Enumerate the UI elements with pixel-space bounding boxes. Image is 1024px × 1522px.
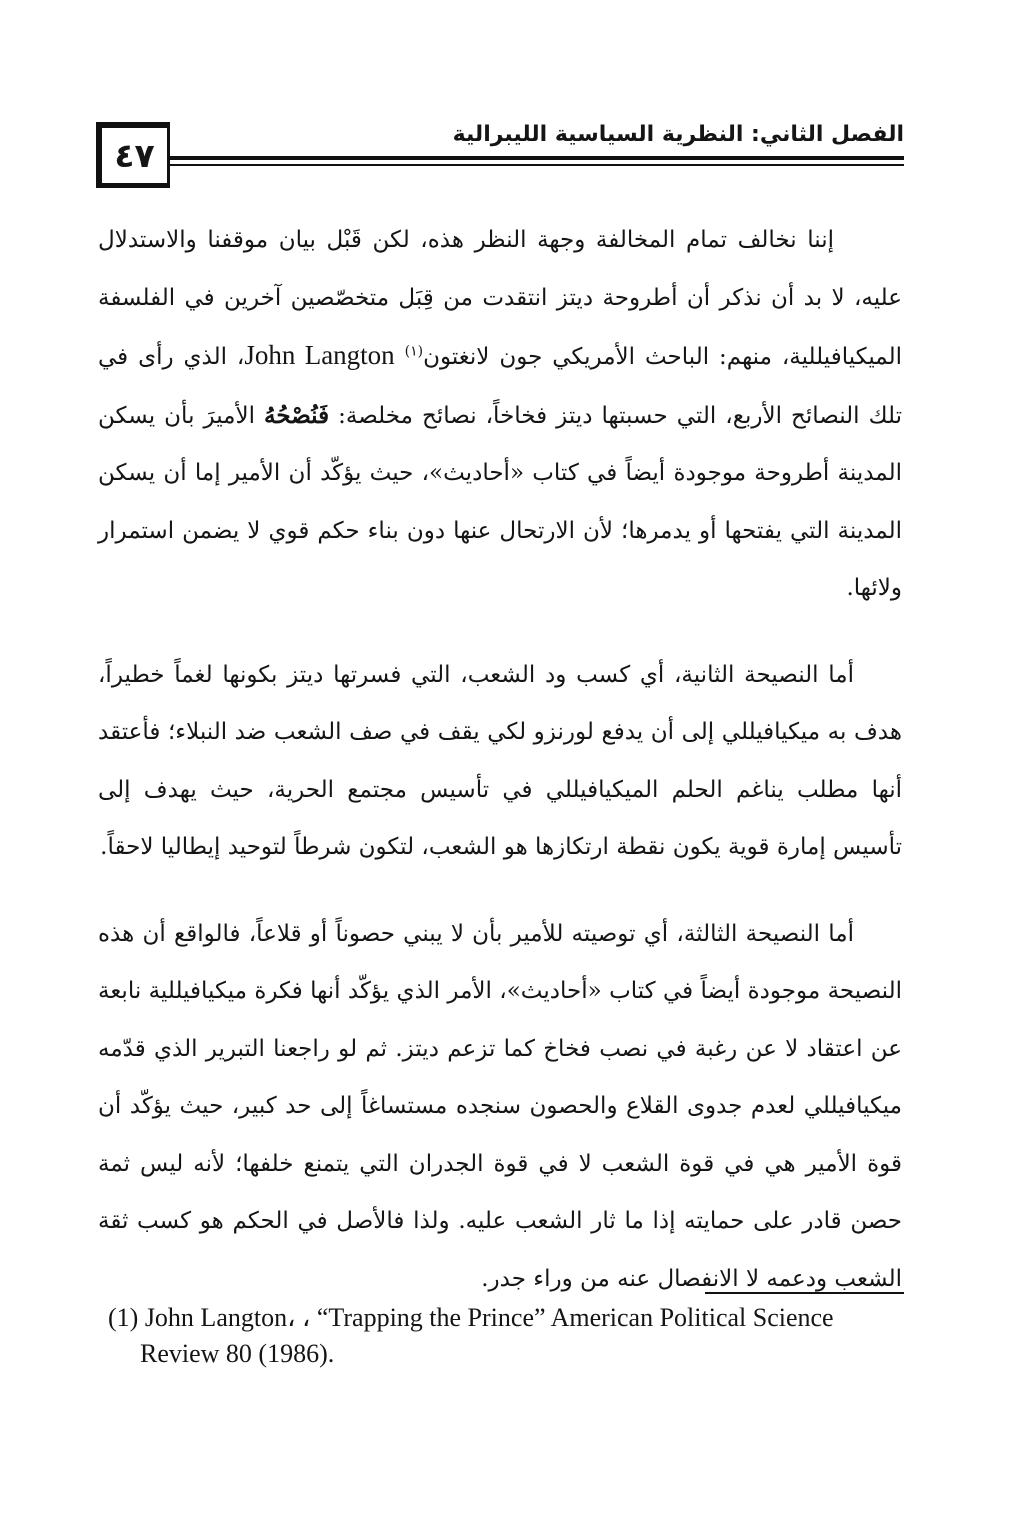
chapter-header-title: الفصل الثاني: النظرية السياسية الليبرالية	[452, 122, 904, 147]
body-text	[98, 212, 902, 1308]
footnote-reference: (١)	[404, 343, 424, 360]
page-number: ٤٧	[96, 122, 170, 188]
vocalized-word: فَنُصْحُهُ	[264, 401, 330, 429]
latin-name: John Langton	[244, 340, 395, 370]
header-rule	[168, 156, 904, 160]
paragraph-2: أما النصيحة الثانية، أي كسب ود الشعب، التي فسرتها ديتز بكونها لغماً خطيراً، هدف به ميكيافيللي إلى أن يدفع لورنزو لكي يقف في صف الشعب ضد النبلاء؛ فأعتقد أنها مطلب يناغم الحلم الميكيافيللي في تأسيس مجتمع الحرية، حيث يهدف إلى تأسيس إمارة قوية يكون نقطة ارتكازها هو الشعب، لتكون شرطاً لتوحيد إيطاليا لاحقاً.	[98, 661, 902, 860]
footnote	[108, 1300, 904, 1372]
paragraph-1	[98, 212, 902, 618]
paragraph-1-text-a: إننا نخالف تمام المخالفة وجهة النظر هذه، لكن قَبْل بيان موقفنا والاستدلال عليه، لا بد أن نذكر أن أطروحة ديتز انتقدت من قِبَل متخصّصين آخرين في الفلسفة الميكيافيللية، منهم: الباحث الأمريكي جون لانغتون	[98, 227, 902, 370]
paragraph-3: أما النصيحة الثالثة، أي توصيته للأمير بأن لا يبني حصوناً أو قلاعاً، فالواقع أن هذه النصيحة موجودة أيضاً في كتاب «أحاديث»، الأمر الذي يؤكّد أنها فكرة ميكيافيللية نابعة عن اعتقاد لا عن رغبة في نصب فخاخ كما تزعم ديتز. ثم لو راجعنا التبرير الذي قدّمه ميكيافيللي لعدم جدوى القلاع والحصون سنجده مستساغاً إلى حد كبير، حيث يؤكّد أن قوة الأمير هي في قوة الشعب لا في قوة الجدران التي يتمنع خلفها؛ لأنه ليس ثمة حصن قادر على حمايته إذا ما ثار الشعب عليه. ولذا فالأصل في الحكم هو كسب ثقة الشعب ودعمه لا الانفصال عنه من وراء جدر.	[98, 920, 902, 1292]
footnote-line-2: Review 80 (1986).	[140, 1339, 335, 1368]
footnote-line-1: (1) John Langton، ، “Trapping the Prince” American Political Science	[108, 1303, 834, 1332]
footnote-separator	[705, 1292, 904, 1294]
paragraph-1-text-c: الأميرَ بأن يسكن المدينة أطروحة موجودة أيضاً في كتاب «أحاديث»، حيث يؤكّد أن الأمير إما أن يسكن المدينة التي يفتحها أو يدمرها؛ لأن الارتحال عنها دون بناء حكم قوي لا يضمن استمرار ولائها.	[98, 402, 902, 601]
paragraph-1-text-b: ، الذي رأى في تلك النصائح الأربع، التي حسبتها ديتز فخاخاً، نصائح مخلصة:	[98, 344, 903, 429]
header-rule-thin	[168, 164, 904, 166]
